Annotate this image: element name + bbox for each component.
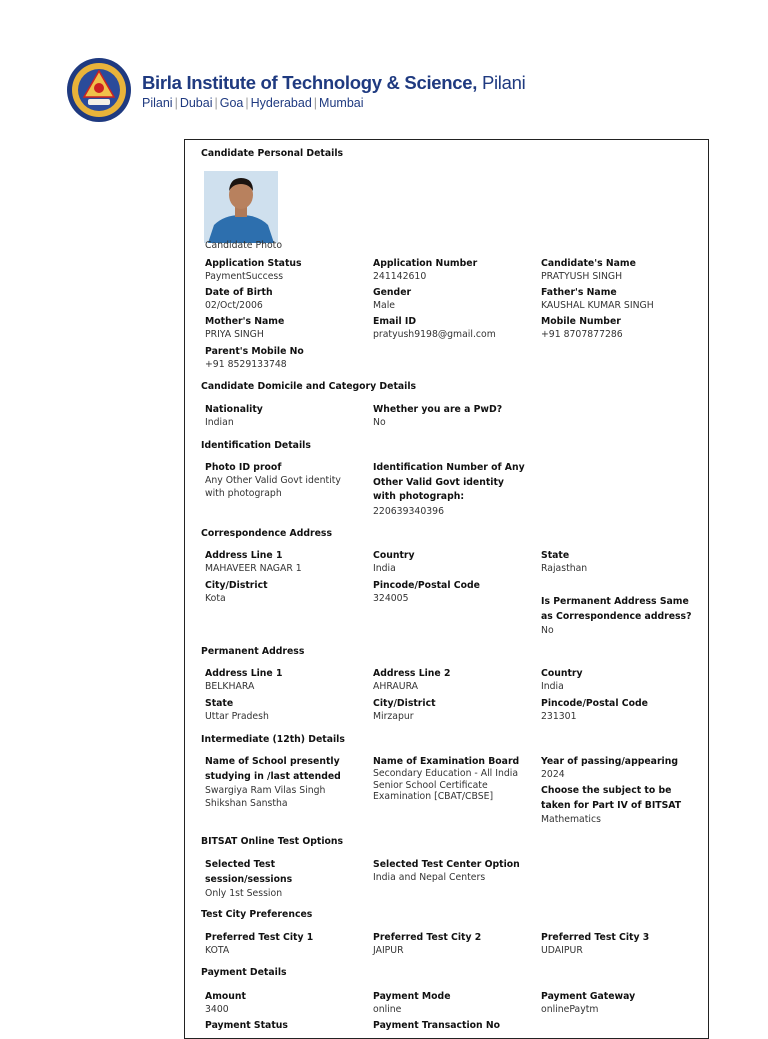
value: Mirzapur: [373, 711, 414, 722]
field-perm-address-line-2: [373, 667, 528, 693]
field-corr-address-line-1: [205, 549, 360, 575]
label: Amount: [205, 991, 246, 1002]
value: 231301: [541, 711, 577, 722]
field-mobile-number: [541, 315, 696, 341]
label: Payment Status: [205, 1020, 288, 1031]
label: Whether you are a PwD?: [373, 404, 503, 415]
section-identification-heading: Identification Details: [201, 440, 311, 451]
field-perm-city: [373, 697, 528, 723]
value: 3400: [205, 1004, 229, 1015]
label: Email ID: [373, 316, 417, 327]
section-correspondence-heading: Correspondence Address: [201, 528, 332, 539]
field-parent-mobile: [205, 345, 360, 371]
label: City/District: [373, 698, 436, 709]
label: Preferred Test City 1: [205, 932, 314, 943]
field-part-iv-subject: [541, 784, 696, 826]
value: 02/Oct/2006: [205, 300, 263, 311]
value: Only 1st Session: [205, 888, 283, 899]
value: Male: [373, 300, 396, 311]
candidate-photo: [204, 171, 278, 243]
value: PRATYUSH SINGH: [541, 271, 623, 282]
value: UDAIPUR: [541, 945, 583, 956]
field-photo-id-proof: [205, 461, 360, 500]
section-personal-heading: Candidate Personal Details: [201, 148, 344, 159]
label: Pincode/Postal Code: [541, 698, 648, 709]
field-corr-city: [205, 579, 360, 605]
label: Selected Test Center Option: [373, 859, 520, 870]
field-pwd: [373, 403, 528, 429]
institute-header: [66, 55, 566, 125]
value: +91 8707877286: [541, 329, 623, 340]
field-gender: [373, 286, 528, 312]
value: Any Other Valid Govt identity with photograph: [205, 475, 341, 499]
label: State: [205, 698, 234, 709]
label: Country: [541, 668, 583, 679]
label: Year of passing/appearing: [541, 756, 679, 767]
field-corr-pincode: [373, 579, 528, 605]
field-perm-country: [541, 667, 696, 693]
value: India: [373, 563, 396, 574]
application-form: [184, 139, 709, 1039]
value: No: [541, 625, 554, 636]
label: Father's Name: [541, 287, 617, 298]
bits-seal-logo: [66, 57, 132, 123]
field-payment-gateway: [541, 990, 696, 1016]
field-nationality: [205, 403, 360, 429]
label: Date of Birth: [205, 287, 273, 298]
institute-name-main: Birla Institute of Technology & Science,: [142, 72, 478, 93]
label: Country: [373, 550, 415, 561]
value: Mathematics: [541, 814, 601, 825]
field-corr-state: [541, 549, 696, 575]
label: Application Number: [373, 258, 478, 269]
field-application-number: [373, 257, 528, 283]
institute-name-city: Pilani: [477, 72, 526, 93]
value: Kota: [205, 593, 226, 604]
section-city-pref-heading: Test City Preferences: [201, 909, 313, 920]
field-father-name: [541, 286, 696, 312]
label: Preferred Test City 3: [541, 932, 650, 943]
label: Preferred Test City 2: [373, 932, 482, 943]
label: Is Permanent Address Same as Correspondence address?: [541, 596, 692, 622]
value: KOTA: [205, 945, 230, 956]
section-intermediate-heading: Intermediate (12th) Details: [201, 734, 345, 745]
field-mother-name: [205, 315, 360, 341]
label: Mother's Name: [205, 316, 285, 327]
campus-hyderabad: Hyderabad: [250, 96, 312, 110]
field-perm-address-line-1: [205, 667, 360, 693]
label: Mobile Number: [541, 316, 621, 327]
field-identification-number: [373, 461, 528, 518]
label: City/District: [205, 580, 268, 591]
value: JAIPUR: [373, 945, 404, 956]
section-test-options-heading: BITSAT Online Test Options: [201, 836, 344, 847]
label: Gender: [373, 287, 412, 298]
value: Indian: [205, 417, 234, 428]
value: Rajasthan: [541, 563, 588, 574]
field-address-same: [541, 595, 696, 637]
label: Pincode/Postal Code: [373, 580, 480, 591]
label: Choose the subject to be taken for Part IV of BITSAT: [541, 785, 682, 811]
label: Address Line 1: [205, 668, 283, 679]
institute-name: [142, 72, 525, 94]
field-application-status: [205, 257, 360, 283]
value: No: [373, 417, 386, 428]
label: Selected Test session/sessions: [205, 859, 293, 885]
candidate-photo-caption: Candidate Photo: [205, 240, 283, 251]
value: India: [541, 681, 564, 692]
label: Parent's Mobile No: [205, 346, 304, 357]
value: online: [373, 1004, 402, 1015]
section-permanent-heading: Permanent Address: [201, 646, 305, 657]
field-test-center: [373, 858, 528, 884]
field-date-of-birth: [205, 286, 360, 312]
field-test-session: [205, 858, 360, 900]
field-perm-pincode: [541, 697, 696, 723]
label: Address Line 2: [373, 668, 451, 679]
label: Address Line 1: [205, 550, 283, 561]
candidate-photo-icon: [204, 171, 278, 243]
field-school-name: [205, 755, 360, 810]
value: KAUSHAL KUMAR SINGH: [541, 300, 654, 311]
field-candidate-name: [541, 257, 696, 283]
value: 241142610: [373, 271, 427, 282]
label: Application Status: [205, 258, 302, 269]
field-test-city-3: [541, 931, 696, 957]
value: Uttar Pradesh: [205, 711, 269, 722]
campus-pilani: Pilani: [142, 96, 173, 110]
campus-mumbai: Mumbai: [319, 96, 364, 110]
label: Name of Examination Board: [373, 756, 520, 767]
value: PRIYA SINGH: [205, 329, 264, 340]
field-payment-status: [205, 1019, 360, 1032]
field-amount: [205, 990, 360, 1016]
value: 324005: [373, 593, 409, 604]
field-perm-state: [205, 697, 360, 723]
field-email: [373, 315, 528, 341]
section-payment-heading: Payment Details: [201, 967, 287, 978]
value: MAHAVEER NAGAR 1: [205, 563, 302, 574]
section-domicile-heading: Candidate Domicile and Category Details: [201, 381, 417, 392]
field-year-passing: [541, 755, 696, 781]
field-test-city-1: [205, 931, 360, 957]
label: Identification Number of Any Other Valid Govt identity with photograph:: [373, 462, 525, 502]
campus-dubai: Dubai: [179, 96, 213, 110]
label: State: [541, 550, 570, 561]
value: pratyush9198@gmail.com: [373, 329, 496, 340]
value: onlinePaytm: [541, 1004, 599, 1015]
campus-list: Pilani | Dubai | Goa | Hyderabad | Mumbai: [142, 96, 364, 110]
value: 2024: [541, 769, 565, 780]
field-test-city-2: [373, 931, 528, 957]
value: BELKHARA: [205, 681, 255, 692]
value: 220639340396: [373, 505, 444, 517]
field-corr-country: [373, 549, 528, 575]
value: AHRAURA: [373, 681, 419, 692]
field-exam-board: [373, 755, 528, 803]
field-payment-transaction-no: [373, 1019, 528, 1032]
label: Photo ID proof: [205, 462, 282, 473]
label: Payment Gateway: [541, 991, 636, 1002]
value: India and Nepal Centers: [373, 872, 486, 883]
value: PaymentSuccess: [205, 271, 284, 282]
value: Swargiya Ram Vilas Singh Shikshan Sanstha: [205, 785, 326, 809]
label: Name of School presently studying in /last attended: [205, 756, 341, 782]
label: Payment Mode: [373, 991, 451, 1002]
label: Nationality: [205, 404, 263, 415]
label: Candidate's Name: [541, 258, 636, 269]
label: Payment Transaction No: [373, 1020, 501, 1031]
value: Secondary Education - All India Senior School Certificate Examination [CBAT/CBSE]: [373, 768, 519, 802]
campus-goa: Goa: [219, 96, 244, 110]
field-payment-mode: [373, 990, 528, 1016]
value: +91 8529133748: [205, 359, 287, 370]
